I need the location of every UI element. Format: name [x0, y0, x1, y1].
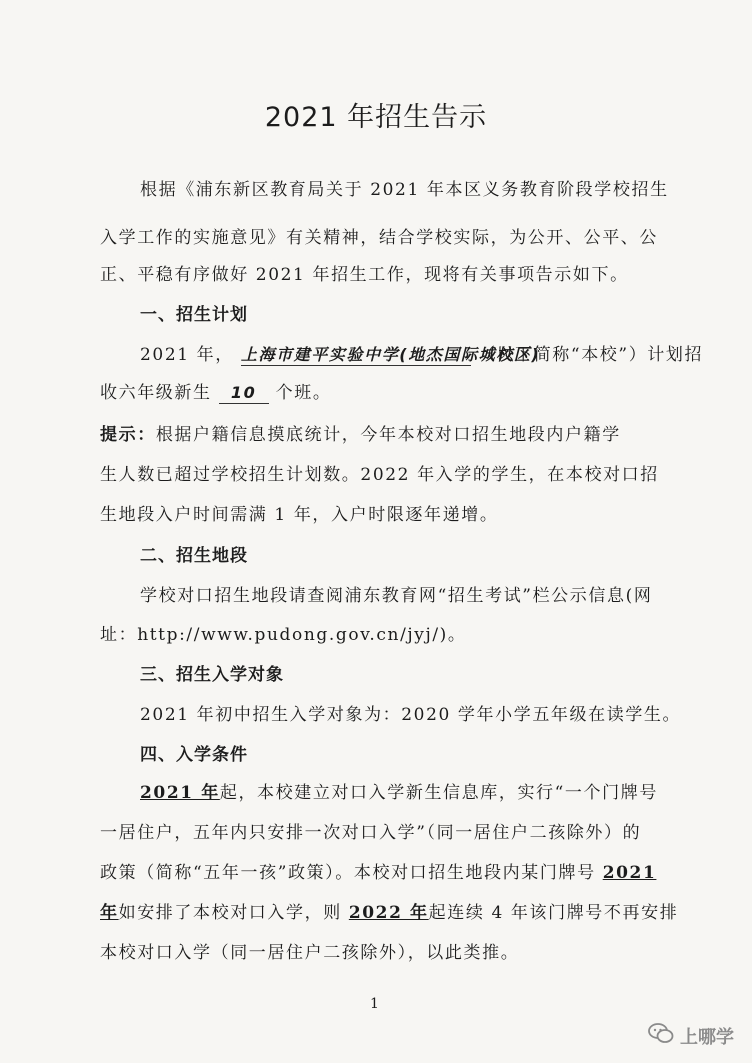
section1-heading: 一、招生计划 [140, 305, 248, 325]
classes-prefix: 收六年级新生 [100, 383, 212, 403]
tip-line-1 [100, 420, 660, 445]
intro-line-2: 入学工作的实施意见》有关精神，结合学校实际，为公开、公平、公 [100, 228, 658, 248]
section4-line-1 [140, 778, 660, 803]
plan-year-prefix: 2021 年， [140, 345, 234, 365]
classes-count-handwritten: 10 [219, 383, 269, 404]
s4-bold-2021: 2021 年 [140, 783, 220, 803]
classes-suffix: 个班。 [275, 383, 332, 403]
wechat-icon [648, 1022, 674, 1049]
tip-text-1: 根据户籍信息摸底统计，今年本校对口招生地段内户籍学 [155, 425, 621, 445]
page-number: 1 [370, 996, 379, 1012]
section2-line-2: 址：http://www.pudong.gov.cn/jyj/)。 [100, 625, 467, 645]
tip-line-2: 生人数已超过学校招生计划数。2022 年入学的学生，在本校对口招 [100, 465, 659, 485]
document-title: 2021 年招生告示 [264, 102, 488, 133]
section2-line-1: 学校对口招生地段请查阅浦东教育网“招生考试”栏公示信息(网 [140, 586, 653, 606]
section3-heading: 三、招生入学对象 [140, 665, 284, 685]
tip-label: 提示： [100, 425, 156, 445]
section1-plan-line [140, 340, 704, 366]
watermark-text: 上哪学 [680, 1026, 734, 1048]
section2-heading: 二、招生地段 [140, 546, 248, 566]
section4-line-2: 一居住户，五年内只安排一次对口入学”（同一居住户二孩除外）的 [100, 823, 642, 843]
s4-bold-2022: 2022 年 [348, 903, 429, 923]
watermark [648, 1022, 734, 1049]
section4-line-3 [100, 858, 660, 883]
intro-line-1: 根据《浦东新区教育局关于 2021 年本区义务教育阶段学校招生 [140, 180, 669, 200]
section4-heading: 四、入学条件 [140, 745, 248, 765]
s4-line3-text: 政策（简称“五年一孩”政策）。本校对口招生地段内某门牌号 [100, 863, 603, 883]
section4-line-4 [100, 898, 679, 923]
tip-line-3: 生地段入户时间需满 1 年，入户时限逐年递增。 [100, 505, 499, 525]
s4-line1-rest: 起，本校建立对口入学新生信息库，实行“一个门牌号 [219, 783, 658, 803]
school-name-handwritten: 上海市建平实验中学(地杰国际城校区) [240, 345, 541, 364]
section1-classes-line [100, 378, 660, 404]
section4-line-5: 本校对口入学（同一居住户二孩除外），以此类推。 [100, 943, 520, 963]
s4-line4-b: 起连续 4 年该门牌号不再安排 [428, 903, 679, 923]
s4-bold-nian: 年 [100, 903, 119, 923]
s4-bold-2021b: 2021 [602, 863, 657, 883]
section3-line: 2021 年初中招生入学对象为：2020 学年小学五年级在读学生。 [140, 705, 682, 725]
intro-line-3: 正、平稳有序做好 2021 年招生工作，现将有关事项告示如下。 [100, 265, 629, 285]
plan-abbr-text: （以下简称“本校”）计划招 [477, 345, 704, 365]
s4-line4-a: 如安排了本校对口入学，则 [118, 903, 349, 923]
